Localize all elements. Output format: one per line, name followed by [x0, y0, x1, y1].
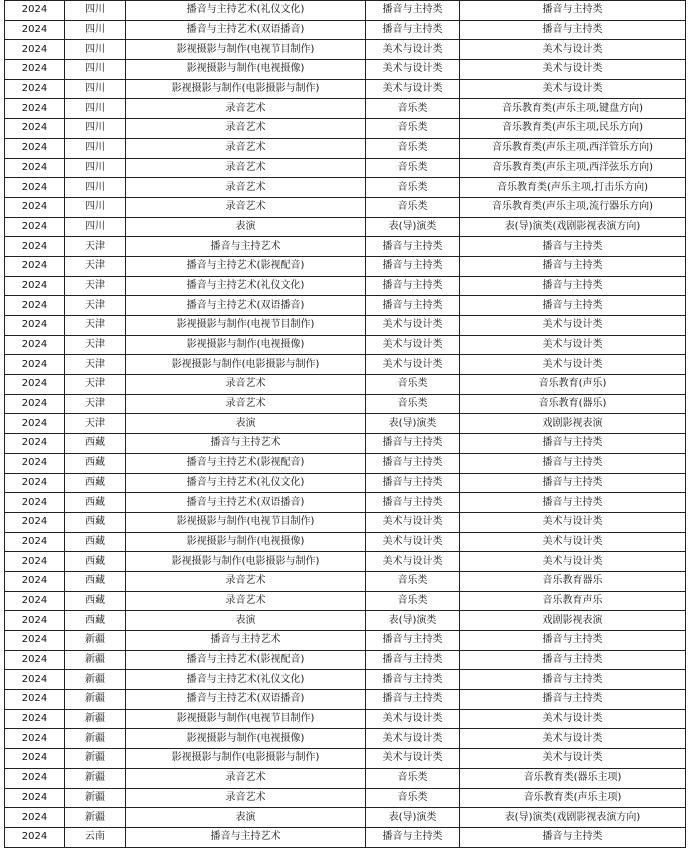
exam-category-cell: 美术与设计类 — [366, 552, 460, 572]
major-cell: 录音艺术 — [126, 788, 366, 808]
exam-category-cell: 播音与主持类 — [366, 276, 460, 296]
province-cell: 西藏 — [65, 552, 126, 572]
table-row — [5, 355, 686, 375]
province-cell: 天津 — [65, 276, 126, 296]
table-row — [5, 670, 686, 690]
table-row — [5, 453, 686, 473]
table-row — [5, 276, 686, 296]
table-body — [5, 1, 686, 848]
year-cell: 2024 — [5, 256, 65, 276]
major-cell: 表演 — [126, 808, 366, 828]
province-cell: 四川 — [65, 60, 126, 80]
required-category-cell: 播音与主持类 — [460, 690, 686, 710]
province-cell: 新疆 — [65, 670, 126, 690]
exam-category-cell: 音乐类 — [366, 138, 460, 158]
exam-category-cell: 音乐类 — [366, 571, 460, 591]
exam-category-cell: 播音与主持类 — [366, 690, 460, 710]
required-category-cell: 音乐教育类(声乐主项,西洋管乐方向) — [460, 138, 686, 158]
province-cell: 四川 — [65, 99, 126, 119]
major-cell: 播音与主持艺术(双语播音) — [126, 296, 366, 316]
exam-category-cell: 播音与主持类 — [366, 20, 460, 40]
table-row — [5, 60, 686, 80]
table-row — [5, 158, 686, 178]
required-category-cell: 美术与设计类 — [460, 40, 686, 60]
required-category-cell: 播音与主持类 — [460, 453, 686, 473]
exam-category-cell: 播音与主持类 — [366, 256, 460, 276]
year-cell: 2024 — [5, 1, 65, 21]
province-cell: 四川 — [65, 1, 126, 21]
table-row — [5, 20, 686, 40]
required-category-cell: 播音与主持类 — [460, 256, 686, 276]
province-cell: 四川 — [65, 217, 126, 237]
table-row — [5, 493, 686, 513]
province-cell: 四川 — [65, 158, 126, 178]
year-cell: 2024 — [5, 217, 65, 237]
exam-category-cell: 美术与设计类 — [366, 355, 460, 375]
province-cell: 四川 — [65, 119, 126, 139]
exam-category-cell: 表(导)演类 — [366, 611, 460, 631]
admissions-table-sheet — [4, 0, 685, 848]
major-cell: 影视摄影与制作(电视摄像) — [126, 60, 366, 80]
major-cell: 播音与主持艺术(双语播音) — [126, 690, 366, 710]
required-category-cell: 美术与设计类 — [460, 532, 686, 552]
year-cell: 2024 — [5, 276, 65, 296]
table-row — [5, 571, 686, 591]
table-row — [5, 552, 686, 572]
province-cell: 西藏 — [65, 473, 126, 493]
year-cell: 2024 — [5, 178, 65, 198]
major-cell: 播音与主持艺术(礼仪文化) — [126, 1, 366, 21]
major-cell: 影视摄影与制作(电视节目制作) — [126, 709, 366, 729]
required-category-cell: 播音与主持类 — [460, 20, 686, 40]
exam-category-cell: 美术与设计类 — [366, 532, 460, 552]
major-cell: 录音艺术 — [126, 119, 366, 139]
province-cell: 天津 — [65, 375, 126, 395]
province-cell: 四川 — [65, 79, 126, 99]
table-row — [5, 532, 686, 552]
table-row — [5, 788, 686, 808]
table-row — [5, 709, 686, 729]
major-cell: 播音与主持艺术(礼仪文化) — [126, 670, 366, 690]
required-category-cell: 播音与主持类 — [460, 670, 686, 690]
year-cell: 2024 — [5, 335, 65, 355]
province-cell: 天津 — [65, 394, 126, 414]
exam-category-cell: 音乐类 — [366, 768, 460, 788]
table-row — [5, 296, 686, 316]
major-cell: 播音与主持艺术(影视配音) — [126, 650, 366, 670]
province-cell: 新疆 — [65, 808, 126, 828]
required-category-cell: 音乐教育声乐 — [460, 591, 686, 611]
required-category-cell: 戏剧影视表演 — [460, 611, 686, 631]
exam-category-cell: 美术与设计类 — [366, 335, 460, 355]
exam-category-cell: 播音与主持类 — [366, 650, 460, 670]
major-cell: 录音艺术 — [126, 768, 366, 788]
major-cell: 播音与主持艺术 — [126, 631, 366, 651]
exam-category-cell: 音乐类 — [366, 591, 460, 611]
required-category-cell: 音乐教育类(声乐主项,西洋弦乐方向) — [460, 158, 686, 178]
province-cell: 天津 — [65, 335, 126, 355]
exam-category-cell: 表(导)演类 — [366, 414, 460, 434]
table-row — [5, 178, 686, 198]
year-cell: 2024 — [5, 709, 65, 729]
exam-category-cell: 音乐类 — [366, 119, 460, 139]
province-cell: 四川 — [65, 178, 126, 198]
exam-category-cell: 美术与设计类 — [366, 512, 460, 532]
province-cell: 云南 — [65, 827, 126, 847]
exam-category-cell: 表(导)演类 — [366, 217, 460, 237]
required-category-cell: 音乐教育(声乐) — [460, 375, 686, 395]
table-row — [5, 394, 686, 414]
exam-category-cell: 播音与主持类 — [366, 1, 460, 21]
year-cell: 2024 — [5, 355, 65, 375]
year-cell: 2024 — [5, 808, 65, 828]
year-cell: 2024 — [5, 316, 65, 336]
required-category-cell: 美术与设计类 — [460, 709, 686, 729]
table-row — [5, 335, 686, 355]
year-cell: 2024 — [5, 237, 65, 257]
major-cell: 播音与主持艺术(影视配音) — [126, 256, 366, 276]
exam-category-cell: 美术与设计类 — [366, 749, 460, 769]
exam-category-cell: 音乐类 — [366, 178, 460, 198]
province-cell: 四川 — [65, 20, 126, 40]
required-category-cell: 表(导)演类(戏剧影视表演方向) — [460, 217, 686, 237]
required-category-cell: 播音与主持类 — [460, 827, 686, 847]
exam-category-cell: 表(导)演类 — [366, 808, 460, 828]
required-category-cell: 播音与主持类 — [460, 473, 686, 493]
major-cell: 影视摄影与制作(电影摄影与制作) — [126, 79, 366, 99]
major-cell: 录音艺术 — [126, 197, 366, 217]
major-cell: 录音艺术 — [126, 158, 366, 178]
year-cell: 2024 — [5, 670, 65, 690]
province-cell: 西藏 — [65, 493, 126, 513]
major-cell: 表演 — [126, 217, 366, 237]
year-cell: 2024 — [5, 119, 65, 139]
table-row — [5, 138, 686, 158]
year-cell: 2024 — [5, 493, 65, 513]
province-cell: 新疆 — [65, 631, 126, 651]
major-cell: 影视摄影与制作(电影摄影与制作) — [126, 749, 366, 769]
province-cell: 天津 — [65, 256, 126, 276]
major-cell: 录音艺术 — [126, 138, 366, 158]
province-cell: 西藏 — [65, 512, 126, 532]
exam-category-cell: 音乐类 — [366, 788, 460, 808]
province-cell: 天津 — [65, 355, 126, 375]
major-cell: 播音与主持艺术(影视配音) — [126, 453, 366, 473]
province-cell: 新疆 — [65, 690, 126, 710]
year-cell: 2024 — [5, 79, 65, 99]
exam-category-cell: 音乐类 — [366, 99, 460, 119]
exam-category-cell: 播音与主持类 — [366, 453, 460, 473]
required-category-cell: 表(导)演类(戏剧影视表演方向) — [460, 808, 686, 828]
province-cell: 西藏 — [65, 591, 126, 611]
required-category-cell: 美术与设计类 — [460, 749, 686, 769]
table-row — [5, 99, 686, 119]
exam-category-cell: 播音与主持类 — [366, 631, 460, 651]
province-cell: 新疆 — [65, 650, 126, 670]
table-row — [5, 729, 686, 749]
required-category-cell: 美术与设计类 — [460, 335, 686, 355]
year-cell: 2024 — [5, 197, 65, 217]
year-cell: 2024 — [5, 158, 65, 178]
major-cell: 播音与主持艺术(礼仪文化) — [126, 473, 366, 493]
year-cell: 2024 — [5, 729, 65, 749]
table-row — [5, 650, 686, 670]
required-category-cell: 音乐教育器乐 — [460, 571, 686, 591]
required-category-cell: 播音与主持类 — [460, 1, 686, 21]
exam-category-cell: 播音与主持类 — [366, 670, 460, 690]
major-cell: 影视摄影与制作(电视节目制作) — [126, 40, 366, 60]
table-row — [5, 631, 686, 651]
table-row — [5, 256, 686, 276]
exam-category-cell: 美术与设计类 — [366, 316, 460, 336]
table-row — [5, 611, 686, 631]
major-cell: 录音艺术 — [126, 394, 366, 414]
required-category-cell: 美术与设计类 — [460, 79, 686, 99]
required-category-cell: 音乐教育(器乐) — [460, 394, 686, 414]
major-cell: 播音与主持艺术 — [126, 827, 366, 847]
year-cell: 2024 — [5, 60, 65, 80]
year-cell: 2024 — [5, 138, 65, 158]
exam-category-cell: 播音与主持类 — [366, 296, 460, 316]
year-cell: 2024 — [5, 827, 65, 847]
exam-category-cell: 美术与设计类 — [366, 709, 460, 729]
exam-category-cell: 播音与主持类 — [366, 237, 460, 257]
province-cell: 天津 — [65, 316, 126, 336]
year-cell: 2024 — [5, 788, 65, 808]
required-category-cell: 播音与主持类 — [460, 237, 686, 257]
year-cell: 2024 — [5, 375, 65, 395]
table-row — [5, 316, 686, 336]
province-cell: 西藏 — [65, 453, 126, 473]
table-row — [5, 690, 686, 710]
year-cell: 2024 — [5, 749, 65, 769]
province-cell: 天津 — [65, 414, 126, 434]
required-category-cell: 音乐教育类(声乐主项) — [460, 788, 686, 808]
major-cell: 录音艺术 — [126, 571, 366, 591]
required-category-cell: 音乐教育类(器乐主项) — [460, 768, 686, 788]
year-cell: 2024 — [5, 512, 65, 532]
year-cell: 2024 — [5, 532, 65, 552]
exam-category-cell: 音乐类 — [366, 158, 460, 178]
table-row — [5, 768, 686, 788]
major-cell: 影视摄影与制作(电视节目制作) — [126, 512, 366, 532]
exam-category-cell: 音乐类 — [366, 375, 460, 395]
exam-category-cell: 播音与主持类 — [366, 827, 460, 847]
year-cell: 2024 — [5, 20, 65, 40]
year-cell: 2024 — [5, 394, 65, 414]
required-category-cell: 美术与设计类 — [460, 552, 686, 572]
major-cell: 影视摄影与制作(电视摄像) — [126, 532, 366, 552]
table-row — [5, 414, 686, 434]
table-row — [5, 237, 686, 257]
required-category-cell: 美术与设计类 — [460, 729, 686, 749]
table-row — [5, 808, 686, 828]
required-category-cell: 音乐教育类(声乐主项,键盘方向) — [460, 99, 686, 119]
table-row — [5, 119, 686, 139]
year-cell: 2024 — [5, 631, 65, 651]
major-cell: 表演 — [126, 414, 366, 434]
province-cell: 四川 — [65, 40, 126, 60]
exam-category-cell: 美术与设计类 — [366, 79, 460, 99]
table-row — [5, 591, 686, 611]
major-cell: 播音与主持艺术 — [126, 237, 366, 257]
province-cell: 西藏 — [65, 611, 126, 631]
province-cell: 天津 — [65, 237, 126, 257]
table-row — [5, 217, 686, 237]
required-category-cell: 美术与设计类 — [460, 512, 686, 532]
year-cell: 2024 — [5, 650, 65, 670]
table-row — [5, 1, 686, 21]
table-row — [5, 749, 686, 769]
required-category-cell: 播音与主持类 — [460, 650, 686, 670]
major-cell: 影视摄影与制作(电视节目制作) — [126, 316, 366, 336]
table-row — [5, 197, 686, 217]
exam-category-cell: 美术与设计类 — [366, 729, 460, 749]
required-category-cell: 音乐教育类(声乐主项,民乐方向) — [460, 119, 686, 139]
required-category-cell: 播音与主持类 — [460, 276, 686, 296]
year-cell: 2024 — [5, 414, 65, 434]
required-category-cell: 美术与设计类 — [460, 60, 686, 80]
exam-category-cell: 播音与主持类 — [366, 434, 460, 454]
required-category-cell: 播音与主持类 — [460, 296, 686, 316]
year-cell: 2024 — [5, 473, 65, 493]
required-category-cell: 戏剧影视表演 — [460, 414, 686, 434]
table-row — [5, 434, 686, 454]
table-row — [5, 40, 686, 60]
table-row — [5, 375, 686, 395]
province-cell: 西藏 — [65, 434, 126, 454]
table-row — [5, 827, 686, 847]
exam-category-cell: 音乐类 — [366, 197, 460, 217]
province-cell: 西藏 — [65, 571, 126, 591]
major-cell: 录音艺术 — [126, 99, 366, 119]
province-cell: 新疆 — [65, 729, 126, 749]
required-category-cell: 美术与设计类 — [460, 355, 686, 375]
major-cell: 表演 — [126, 611, 366, 631]
admissions-table — [4, 0, 686, 848]
major-cell: 录音艺术 — [126, 178, 366, 198]
required-category-cell: 播音与主持类 — [460, 631, 686, 651]
major-cell: 影视摄影与制作(电影摄影与制作) — [126, 552, 366, 572]
year-cell: 2024 — [5, 552, 65, 572]
required-category-cell: 音乐教育类(声乐主项,打击乐方向) — [460, 178, 686, 198]
major-cell: 录音艺术 — [126, 591, 366, 611]
required-category-cell: 播音与主持类 — [460, 434, 686, 454]
major-cell: 播音与主持艺术(礼仪文化) — [126, 276, 366, 296]
province-cell: 新疆 — [65, 709, 126, 729]
exam-category-cell: 播音与主持类 — [366, 473, 460, 493]
table-row — [5, 512, 686, 532]
year-cell: 2024 — [5, 40, 65, 60]
exam-category-cell: 播音与主持类 — [366, 493, 460, 513]
exam-category-cell: 美术与设计类 — [366, 40, 460, 60]
exam-category-cell: 美术与设计类 — [366, 60, 460, 80]
province-cell: 四川 — [65, 138, 126, 158]
table-row — [5, 473, 686, 493]
major-cell: 播音与主持艺术(双语播音) — [126, 493, 366, 513]
province-cell: 四川 — [65, 197, 126, 217]
year-cell: 2024 — [5, 453, 65, 473]
major-cell: 播音与主持艺术(双语播音) — [126, 20, 366, 40]
major-cell: 影视摄影与制作(电影摄影与制作) — [126, 355, 366, 375]
year-cell: 2024 — [5, 434, 65, 454]
required-category-cell: 音乐教育类(声乐主项,流行器乐方向) — [460, 197, 686, 217]
year-cell: 2024 — [5, 611, 65, 631]
province-cell: 西藏 — [65, 532, 126, 552]
year-cell: 2024 — [5, 768, 65, 788]
year-cell: 2024 — [5, 571, 65, 591]
year-cell: 2024 — [5, 690, 65, 710]
major-cell: 播音与主持艺术 — [126, 434, 366, 454]
major-cell: 影视摄影与制作(电视摄像) — [126, 335, 366, 355]
province-cell: 新疆 — [65, 768, 126, 788]
year-cell: 2024 — [5, 296, 65, 316]
province-cell: 新疆 — [65, 749, 126, 769]
required-category-cell: 播音与主持类 — [460, 493, 686, 513]
year-cell: 2024 — [5, 591, 65, 611]
province-cell: 新疆 — [65, 788, 126, 808]
table-row — [5, 79, 686, 99]
major-cell: 影视摄影与制作(电视摄像) — [126, 729, 366, 749]
year-cell: 2024 — [5, 99, 65, 119]
exam-category-cell: 音乐类 — [366, 394, 460, 414]
major-cell: 录音艺术 — [126, 375, 366, 395]
required-category-cell: 美术与设计类 — [460, 316, 686, 336]
province-cell: 天津 — [65, 296, 126, 316]
